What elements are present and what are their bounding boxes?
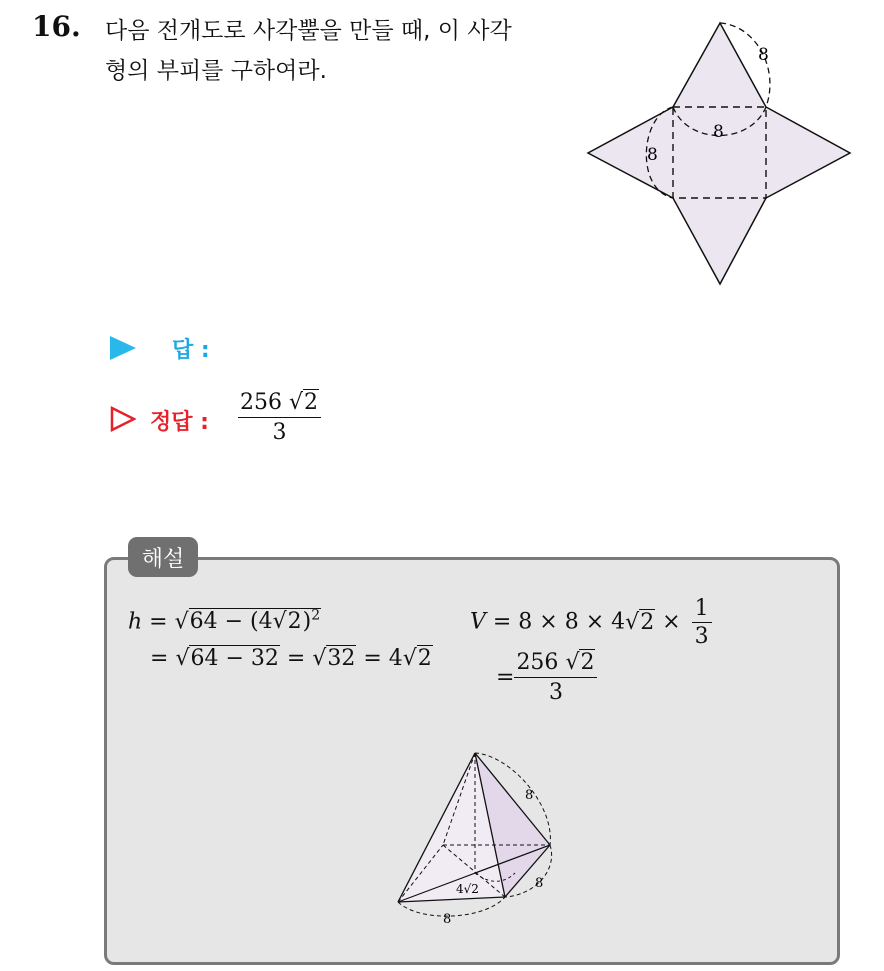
correct-arrow-icon: [110, 406, 136, 432]
pyramid-net-diagram: [580, 10, 860, 295]
answer-arrow-icon: [110, 336, 136, 360]
answer-label: 답 :: [172, 338, 210, 363]
svg-text:8: 8: [525, 788, 534, 803]
svg-text:4√2: 4√2: [456, 882, 479, 896]
question-text-line2: 형의 부피를 구하여라.: [105, 58, 327, 84]
net-label-slant: 8: [758, 45, 769, 65]
net-label-base: 8: [713, 122, 724, 142]
svg-text:8: 8: [535, 876, 544, 891]
pyramid-3d-figure: [390, 745, 565, 930]
correct-answer-label: 정답 :: [150, 410, 209, 435]
height-equation-line2: = √64 − 32 = √32 = 4√2: [150, 646, 432, 671]
svg-text:8: 8: [443, 912, 452, 927]
question-text-line1: 다음 전개도로 사각뿔을 만들 때, 이 사각: [105, 18, 512, 44]
question-number: 16.: [32, 10, 81, 43]
solution-tab: 해설: [128, 537, 198, 577]
net-outline: [588, 23, 850, 284]
net-label-side: 8: [647, 145, 658, 165]
height-equation-line1: $h = √64 - (4√2)^2$: [128, 608, 321, 635]
volume-equation-line2: = $\frac{256 √2}{3}$: [496, 650, 597, 705]
volume-equation-line1: V = 8 × 8 × 4√2 × $\frac{1}{3}$: [470, 596, 712, 649]
correct-answer-value: $\frac{256 √2}{3}$: [238, 390, 321, 445]
